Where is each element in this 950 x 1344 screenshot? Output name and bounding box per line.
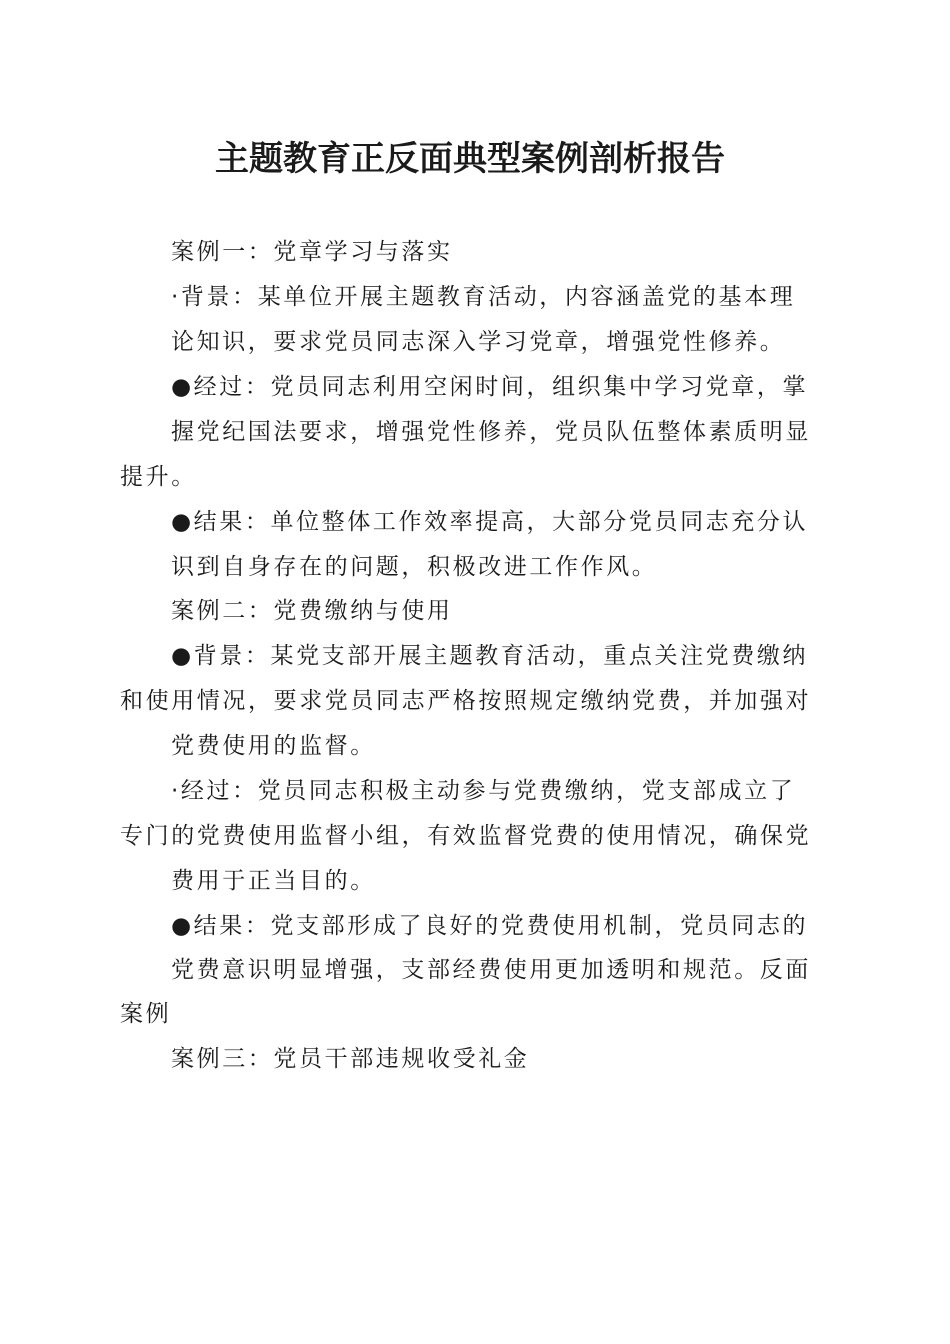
paragraph-line: 提升。	[120, 464, 197, 490]
paragraph-line: 论知识，要求党员同志深入学习党章，增强党性修养。	[171, 329, 786, 355]
paragraph-line: 专门的党费使用监督小组，有效监督党费的使用情况，确保党	[120, 823, 812, 849]
document-title: 主题教育正反面典型案例剖析报告	[215, 139, 725, 179]
paragraph-line: ●经过：党员同志利用空闲时间，组织集中学习党章，掌	[171, 374, 809, 400]
paragraph-line: ●结果：单位整体工作效率提高，大部分党员同志充分认	[171, 509, 809, 535]
case-1-heading: 案例一：党章学习与落实	[171, 239, 453, 265]
case-2-heading: 案例二：党费缴纳与使用	[171, 598, 453, 624]
case-3-heading: 案例三：党员干部违规收受礼金	[171, 1046, 530, 1072]
paragraph-line: 识到自身存在的问题，积极改进工作作风。	[171, 554, 658, 580]
paragraph-line: ●结果：党支部形成了良好的党费使用机制，党员同志的	[171, 913, 809, 939]
paragraph-line: 握党纪国法要求，增强党性修养，党员队伍整体素质明显	[171, 419, 811, 445]
paragraph-line: 党费意识明显增强，支部经费使用更加透明和规范。反面	[171, 957, 811, 983]
paragraph-line: 案例	[120, 1001, 172, 1027]
paragraph-line: ●背景：某党支部开展主题教育活动，重点关注党费缴纳	[171, 643, 809, 669]
paragraph-line: 和使用情况，要求党员同志严格按照规定缴纳党费，并加强对	[120, 688, 812, 714]
paragraph-line: ·经过：党员同志积极主动参与党费缴纳，党支部成立了	[171, 778, 796, 804]
paragraph-line: 党费使用的监督。	[171, 733, 376, 759]
paragraph-line: ·背景：某单位开展主题教育活动，内容涵盖党的基本理	[171, 284, 796, 310]
paragraph-line: 费用于正当目的。	[171, 868, 376, 894]
